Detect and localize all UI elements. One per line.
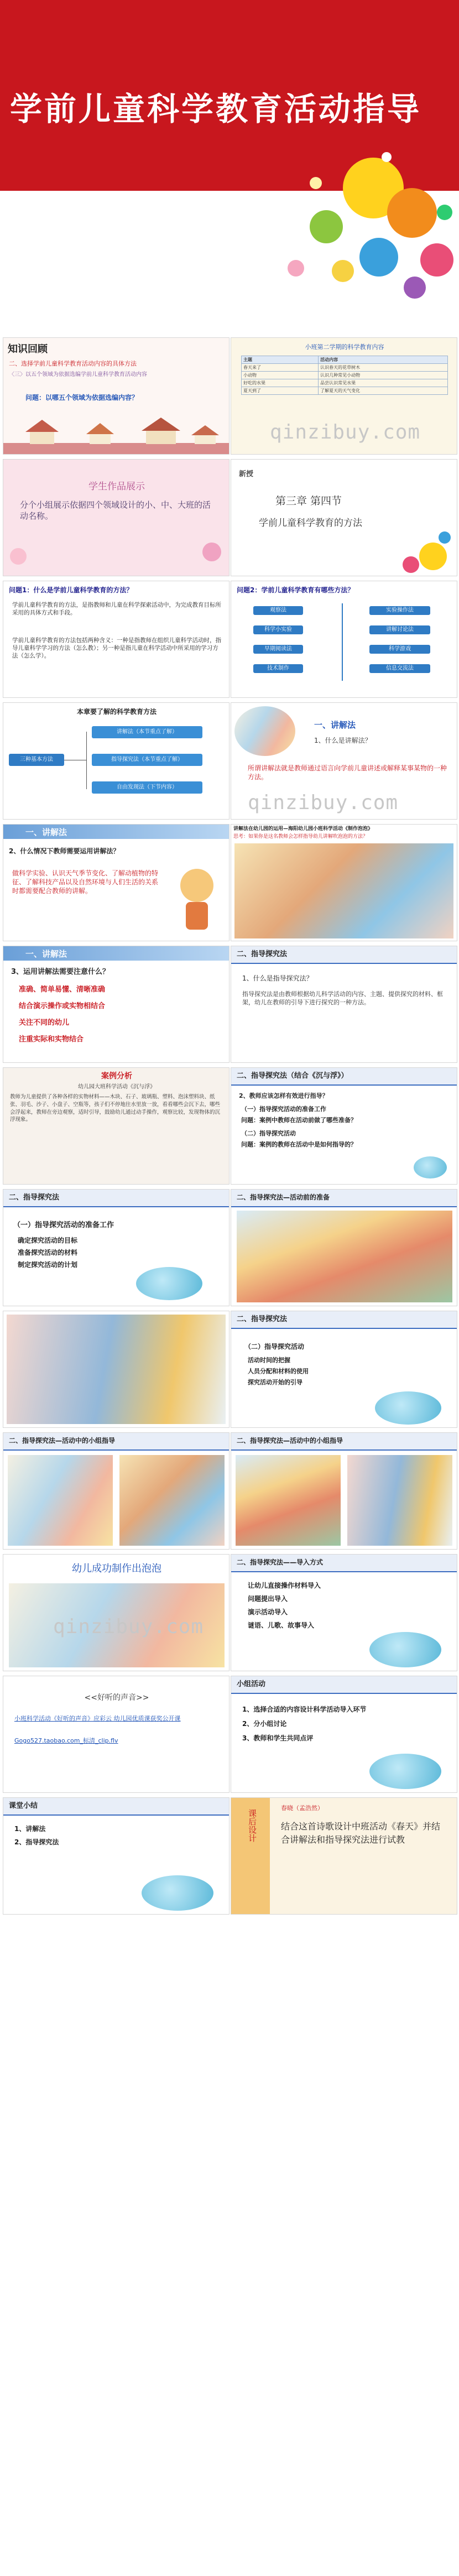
- method-box: 指导探究法（本节重点了解）: [92, 754, 202, 766]
- review-line: 〈三〉以五个领域为依据选编学前儿童科学教育活动内容: [9, 372, 147, 378]
- slide-group-guidance-1: [3, 1432, 230, 1550]
- slide-guided-definition: [231, 946, 457, 1063]
- decor-circle: [10, 548, 27, 565]
- cartoon-figure-body: [186, 902, 208, 930]
- slide-guided-preparation: [3, 1189, 230, 1306]
- title-banner: [0, 0, 459, 307]
- slide-chapter-title: [231, 459, 457, 576]
- review-line: 二、选择学前儿童科学教育活动内容的具体方法: [9, 360, 137, 367]
- method-box: 观察法: [253, 606, 303, 615]
- list-item: 探究活动开始的引导: [248, 1379, 302, 1386]
- group-photo: [236, 1455, 341, 1546]
- chapter-title: 第三章 第四节: [275, 495, 342, 507]
- method-box: 信息交流法: [369, 664, 430, 673]
- list-item: 2、指导探究法: [14, 1838, 59, 1846]
- side-title: 课后设计: [247, 1809, 257, 1842]
- fishbowl-illustration: [142, 1875, 213, 1911]
- list-item: 1、选择合适的内容设计科学活动导入环节: [242, 1706, 367, 1713]
- connector: [86, 732, 87, 789]
- slide-title: 本章要了解的科学教育方法: [76, 708, 157, 716]
- watermark: qinzibuy.com: [53, 1615, 204, 1638]
- list-item: 谜语、儿歌、故事导入: [248, 1621, 315, 1629]
- note-point: 注重实际和实物结合: [19, 1035, 84, 1044]
- answer-item: （二）指导探究活动: [241, 1130, 296, 1137]
- fishbowl-illustration: [369, 1754, 441, 1789]
- method-box: 技术制作: [253, 664, 303, 673]
- slide-lecture-definition: [231, 702, 457, 820]
- section-heading: 二、指导探究法—活动中的小组指导: [237, 1437, 343, 1445]
- table-row: [242, 379, 448, 387]
- method-box: 早期阅读法: [253, 645, 303, 654]
- list-item: 人员分配和材料的使用: [248, 1368, 309, 1375]
- decor-circle: [359, 238, 398, 277]
- group-photo: [347, 1455, 452, 1546]
- answer-paragraph: 做科学实验、认识天气季节变化、了解动植物的特征、了解科技产品以及自然环境与人们生活的关系时都需要配合教师的讲解。: [12, 869, 159, 895]
- section-heading: 二、指导探究法——导入方式: [237, 1558, 324, 1566]
- decor-circle: [404, 277, 426, 299]
- table-title: 小班第二学期的科学教育内容: [305, 343, 384, 351]
- table-cell: 夏天到了: [242, 387, 319, 395]
- center-line: [342, 603, 343, 681]
- method-box: 讲解讨论法: [369, 625, 430, 634]
- section-heading: 二、指导探究法（结合《沉与浮》）: [237, 1072, 348, 1080]
- sub-heading: （一）指导探究活动的准备工作: [13, 1221, 114, 1229]
- slide-guided-how: [231, 1067, 457, 1185]
- list-item: 问题提出导入: [248, 1595, 288, 1603]
- table-cell: 活动内容: [319, 356, 448, 364]
- classroom-photo: [234, 843, 453, 938]
- method-box: 科学游戏: [369, 645, 430, 654]
- answer-item: 问题：案例的教师在活动中是如何指导的？: [241, 1141, 357, 1148]
- case-paragraph: 教师为儿童提供了各种各样的实物材料——木块、石子、玻璃瓶、塑料、泡沫塑料块、纸张、羽毛、沙子、小盘子、空瓶等，孩子们不停地往水里放一放，看看哪些会沉下去，哪些会浮起来，教师在旁边观察，适时引导，鼓励幼儿通过动手操作，观察比较，发现物体的沉浮现象。: [10, 1094, 221, 1123]
- section-heading: 一、讲解法: [314, 720, 356, 730]
- preparation-photo: [237, 1211, 452, 1302]
- slide-good-sound: [3, 1676, 230, 1793]
- decor-circle: [419, 543, 447, 570]
- slide-student-work: [3, 459, 230, 576]
- section-heading: 二、指导探究法: [237, 950, 288, 958]
- slide-guided-activity: [231, 1311, 457, 1428]
- slide-bubble-success: [3, 1554, 230, 1671]
- slide-caption: 讲解法在幼儿园的运用—海阳幼儿园小班科学活动《制作泡泡》: [233, 826, 373, 832]
- group-photo: [8, 1455, 113, 1546]
- slide-title: 学生作品展示: [88, 481, 145, 492]
- slide-question-1: [3, 581, 230, 698]
- table-row: [242, 364, 448, 372]
- section-heading: 课堂小结: [9, 1802, 38, 1810]
- tag-label: 新授: [239, 470, 254, 478]
- fishbowl-illustration: [369, 1632, 441, 1667]
- sub-question: 1、什么是指导探究法？: [242, 974, 313, 982]
- table-cell: 了解夏天的天气变化: [319, 387, 448, 395]
- method-root-box: 三种基本方法: [9, 754, 64, 766]
- slide-title: <<好听的声音>>: [84, 1693, 149, 1702]
- slide-title: 案例分析: [101, 1072, 132, 1081]
- slide-content-table: [231, 337, 457, 455]
- child-photo: [234, 706, 295, 756]
- decor-circle: [310, 177, 322, 189]
- sub-question: 1、什么是讲解法？: [314, 737, 372, 744]
- slide-classroom-photo: [3, 1311, 230, 1428]
- sub-question: 2、什么情况下教师需要运用讲解法？: [9, 847, 120, 855]
- cartoon-figure: [180, 869, 213, 902]
- slide-after-class-design: [231, 1797, 457, 1915]
- decor-circle: [332, 260, 354, 282]
- slide-knowledge-review: [3, 337, 230, 455]
- sub-question: 2、教师应该怎样有效进行指导？: [239, 1092, 328, 1099]
- table-row: [242, 372, 448, 379]
- slide-lecture-notes: [3, 946, 230, 1063]
- note-point: 结合演示操作或实物相结合: [19, 1002, 106, 1010]
- chapter-subtitle: 学前儿童科学教育的方法: [259, 518, 362, 529]
- decor-circle: [420, 243, 453, 277]
- table-cell: 认识春天的花草树木: [319, 364, 448, 372]
- slide-lecture-when: [3, 824, 230, 941]
- slide-three-methods: [3, 702, 230, 820]
- classroom-photo: [7, 1315, 226, 1424]
- table-row: [242, 387, 448, 395]
- question-heading: 问题2：学前儿童科学教育有哪些方法？: [237, 586, 354, 594]
- sub-question: 3、运用讲解法需要注意什么？: [11, 968, 110, 976]
- method-box: 实验操作法: [369, 606, 430, 615]
- poem-title: 春晓（孟浩然）: [281, 1805, 324, 1812]
- slide-group-activity: [231, 1676, 457, 1793]
- section-heading: 小组活动: [237, 1680, 266, 1688]
- assignment-text: 结合这首诗歌设计中班活动《春天》并结合讲解法和指导探究法进行试教: [281, 1821, 441, 1845]
- list-item: 确定探究活动的目标: [18, 1237, 78, 1244]
- decor-circle: [288, 260, 304, 277]
- note-point: 关注不同的幼儿: [19, 1019, 70, 1027]
- section-heading: 一、讲解法: [25, 827, 67, 837]
- decor-circle: [403, 556, 419, 573]
- table-cell: 主题: [242, 356, 319, 364]
- section-heading: 二、指导探究法—活动中的小组指导: [9, 1437, 116, 1445]
- page-bottom-blank: [0, 1919, 459, 2576]
- table-cell: 品尝认识常见水果: [319, 379, 448, 387]
- table-cell: 小动物: [242, 372, 319, 379]
- slide-group-guidance-2: [231, 1432, 457, 1550]
- decor-circle: [202, 543, 221, 561]
- slide-question-2: [231, 581, 457, 698]
- watermark: qinzibuy.com: [248, 791, 399, 814]
- list-item: 2、分小组讨论: [242, 1720, 287, 1728]
- review-question: 问题：以哪五个领域为依据选编内容？: [25, 394, 139, 401]
- answer-item: 问题：案例中教师在活动前做了哪些准备？: [241, 1117, 357, 1124]
- answer-paragraph: 学前儿童科学教育的方法，是指教师和儿童在科学探索活动中，为完成教育目标所采用的具体方式和手段。: [12, 602, 221, 617]
- sub-heading: （二）指导探究活动: [244, 1343, 305, 1350]
- group-photo: [119, 1455, 225, 1546]
- houses-illustration: [3, 415, 230, 455]
- section-heading: 一、讲解法: [25, 949, 67, 959]
- watermark: qinzibuy.com: [270, 421, 421, 444]
- list-item: 1、讲解法: [14, 1825, 46, 1833]
- page-title: 学前儿童科学教育活动指导: [10, 90, 422, 128]
- slide-lecture-example: [231, 824, 457, 941]
- decor-circle: [387, 188, 437, 238]
- slide-class-summary: [3, 1797, 230, 1915]
- answer-paragraph: 学前儿童科学教育的方法包括两种含义：一种是指教师在组织儿童科学活动时，指导儿童科学学习的方法（怎么教）；另一种是指儿童在科学活动中所采用的学习方法（怎么学）。: [12, 637, 221, 660]
- fishbowl-illustration: [136, 1267, 202, 1300]
- table-row: [242, 356, 448, 364]
- definition-text: 所谓讲解法就是教师通过语言向学前儿童讲述或解释某事某物的一种方法。: [248, 764, 447, 781]
- fishbowl-illustration: [375, 1391, 441, 1425]
- section-heading: 二、指导探究法—活动前的准备: [237, 1193, 330, 1201]
- decor-circle: [382, 152, 392, 162]
- slide-subtitle: 幼儿园大班科学活动《沉与浮》: [78, 1084, 155, 1090]
- slide-preparation-photo: [231, 1189, 457, 1306]
- method-box: 科学小实验: [253, 625, 303, 634]
- fishbowl-illustration: [414, 1156, 447, 1179]
- question-heading: 问题1：什么是学前儿童科学教育的方法？: [9, 586, 133, 594]
- section-heading: 二、指导探究法: [9, 1193, 60, 1202]
- list-item: 让幼儿直接操作材料导入: [248, 1582, 321, 1589]
- table-cell: 好吃的水果: [242, 379, 319, 387]
- decor-circle: [437, 205, 452, 220]
- content-table: [241, 356, 448, 395]
- list-item: 制定探究活动的计划: [18, 1261, 78, 1269]
- slide-caption: 幼儿成功制作出泡泡: [72, 1563, 161, 1574]
- video-file-link[interactable]: Gogo527.taobao.com_标清_clip.flv: [14, 1737, 118, 1744]
- list-item: 准备探究活动的材料: [18, 1249, 78, 1256]
- table-cell: 认识几种常见小动物: [319, 372, 448, 379]
- list-item: 3、教师和学生共同点评: [242, 1734, 314, 1742]
- decor-circle: [310, 210, 343, 243]
- section-heading: 二、指导探究法: [237, 1315, 288, 1323]
- slide-case-analysis: [3, 1067, 230, 1185]
- student-work-text: 分个小组展示依据四个领域设计的小、中、大班的活动名称。: [20, 500, 211, 522]
- definition-text: 指导探究法是由教师根据幼儿科学活动的内容、主题、提供探究的材料、框架，幼儿在教师的引导下进行探究的一种方法。: [242, 990, 443, 1006]
- list-item: 活动时间的把握: [248, 1357, 290, 1364]
- list-item: 演示活动导入: [248, 1608, 288, 1616]
- answer-item: （一）指导探究活动的准备工作: [241, 1106, 326, 1113]
- decor-circle: [439, 531, 451, 544]
- slide-intro-methods: [231, 1554, 457, 1671]
- method-box: 自由发现法（下节内容）: [92, 781, 202, 794]
- video-link[interactable]: 小班科学活动《好听的声音》应彩云 幼儿园优质课获奖公开课: [14, 1715, 181, 1722]
- note-point: 准确、简单易懂、清晰准确: [19, 985, 106, 994]
- method-box: 讲解法（本节重点了解）: [92, 726, 202, 738]
- table-cell: 春天来了: [242, 364, 319, 372]
- slide-title: 知识回顾: [8, 343, 48, 355]
- slide-subcaption: 思考：如果你是这名教师会怎样指导幼儿讲解吹泡泡的方法？: [233, 834, 368, 839]
